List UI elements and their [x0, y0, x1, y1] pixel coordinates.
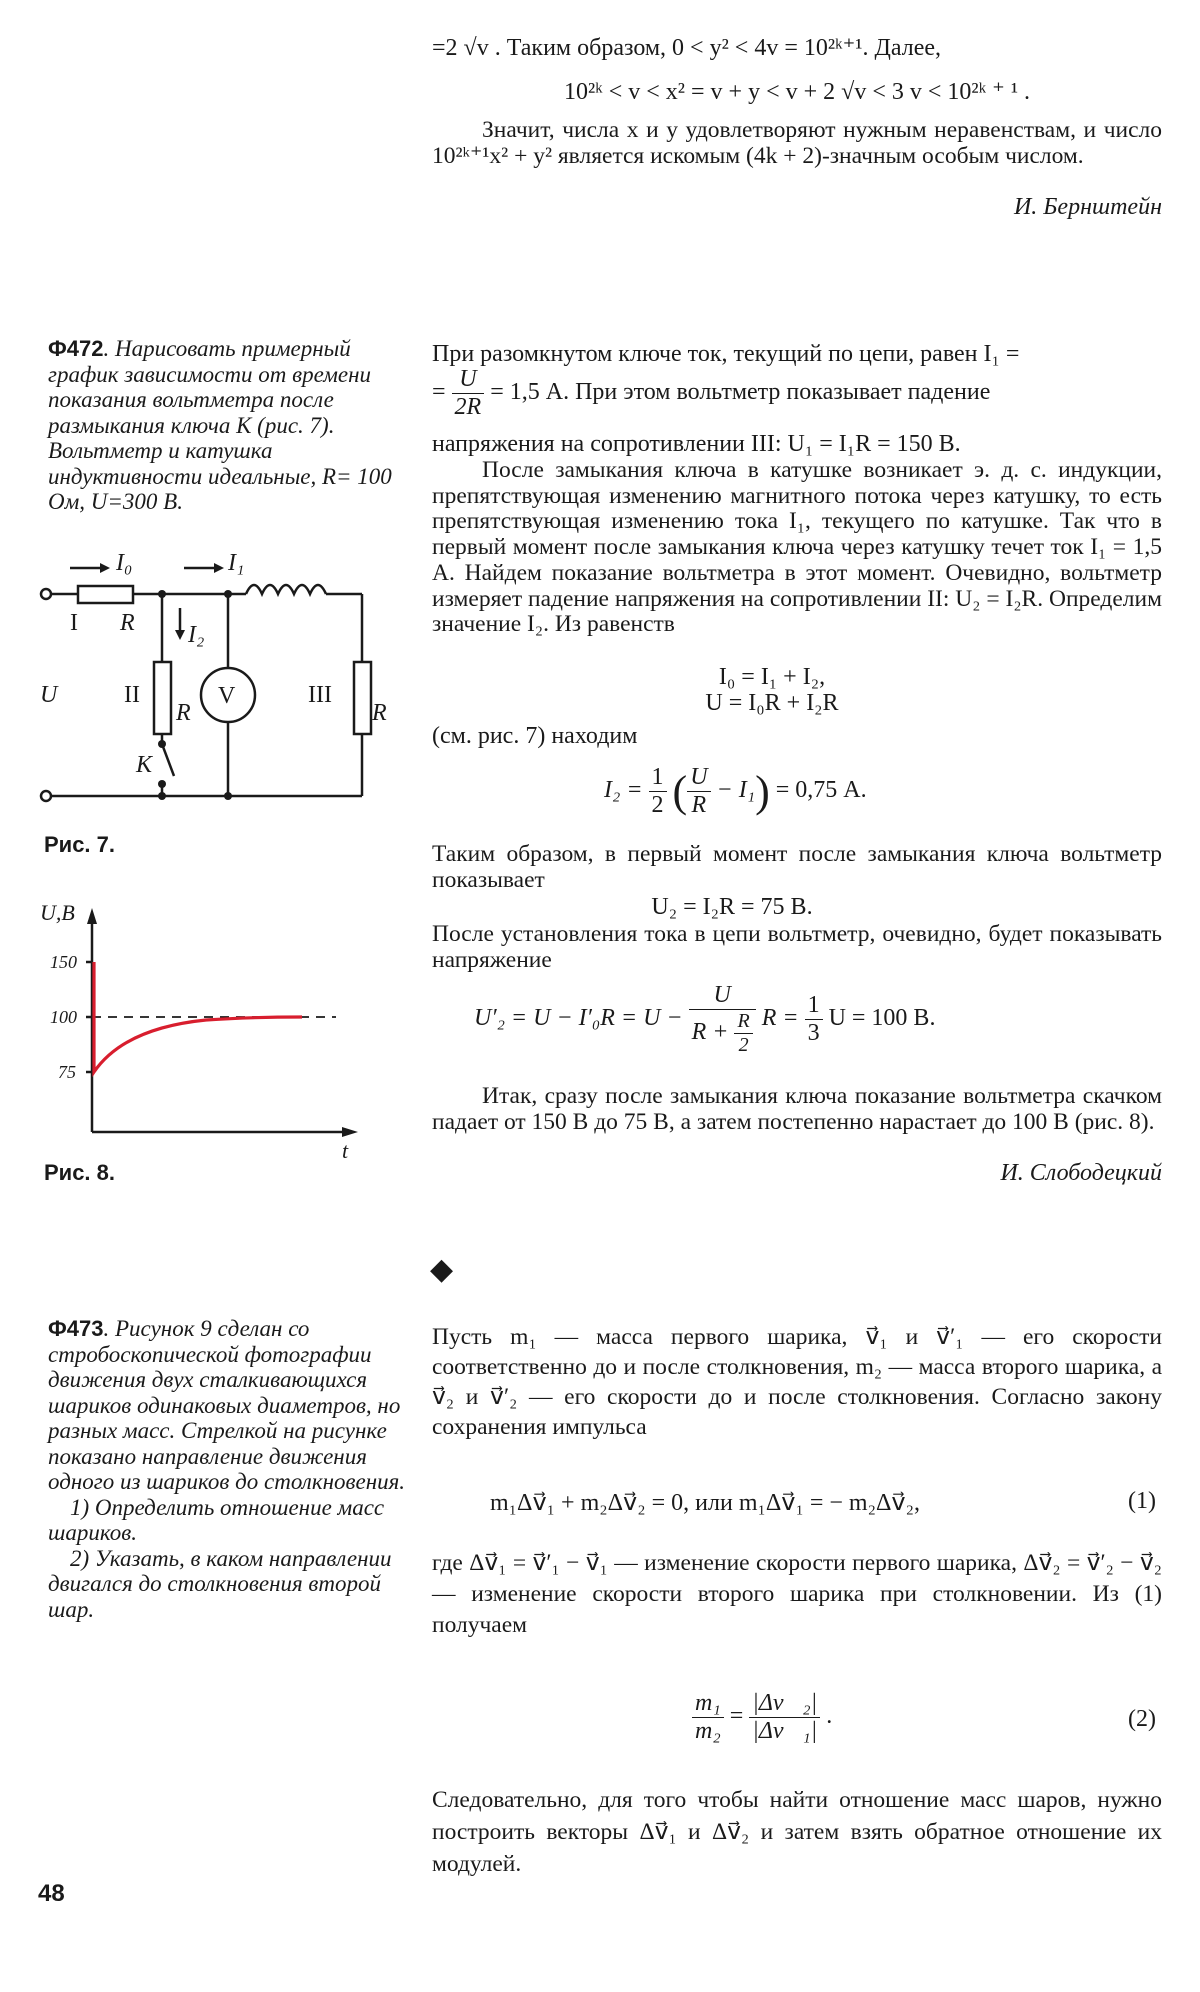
eq-i2-left: I₂ = — [604, 777, 643, 804]
ytick-75: 75 — [58, 1062, 76, 1082]
frac-2R: 2R — [454, 394, 482, 420]
label-I2: I₂ — [188, 622, 205, 648]
label-U: U — [40, 682, 58, 708]
ytick-100: 100 — [50, 1007, 77, 1027]
f472-text: . Нарисовать примерный график зависимости от времени показания вольтметра после размыкания ключа K (рис. 7). Вольтметр и катушка индуктивности идеальные, R= 100 Ом, U=300 В. — [48, 336, 392, 514]
f472-code: Ф472 — [48, 336, 104, 361]
eq-final-mid: R = — [761, 1005, 799, 1032]
f473-sol-paragraph-2: где Δv⃗₁ = v⃗′₁ − v⃗₁ — изменение скорости первого шарика, Δv⃗₂ = v⃗′₂ − v⃗₂ — изменение скорости второго шарика при столкновении. Из (1) получаем — [432, 1550, 1162, 1638]
f473-sol-paragraph-3: Следовательно, для того чтобы найти отношение масс шаров, нужно построить векторы Δv⃗₁ и Δv⃗₂ и затем взять обратное отношение их модулей. — [432, 1787, 1162, 1877]
eq2-lden: m₂ — [695, 1718, 721, 1744]
label-resistor-III: III — [308, 682, 332, 708]
eq-i2-right: = 0,75 А. — [775, 777, 867, 804]
f472-eq-u: U = I₀R + I₂R — [705, 690, 839, 716]
frac-U: U — [452, 366, 485, 394]
f473-sol-paragraph-1: Пусть m₁ — масса первого шарика, v⃗₁ и v⃗′₁ — его скорости соответственно до и после столкновения, m₂ — масса второго шарика, а v⃗₂ и v⃗′₂ — его скорости до и после столкновения. Согласно закону сохранения импульса — [432, 1324, 1162, 1440]
eq-final-num: U — [689, 982, 756, 1010]
f472-sol-paragraph-4: После установления тока в цепи вольтметр, очевидно, будет показывать напряжение — [432, 921, 1162, 973]
f472-eq-i0: I₀ = I₁ + I₂, — [718, 664, 826, 690]
f472-eq-i2: I₂ = $\frac{1}{2}$ ( $\frac{U}{R}$ − I₁) = 0,75 А. — [604, 764, 867, 818]
f472-eq-u2-final — [474, 982, 935, 1057]
eq-final-den-num: R — [734, 1010, 752, 1034]
figure-7-circuit — [36, 540, 406, 810]
eq-final-den-den: 2 — [738, 1034, 749, 1056]
eq-i2-inner-den: R — [691, 792, 707, 818]
f472-signature: И. Слободецкий — [1000, 1160, 1162, 1186]
graph-xlabel: t — [342, 1138, 349, 1163]
f472-sol-paragraph-5: Итак, сразу после замыкания ключа показание вольтметра скачком падает от 150 В до 75 В, а затем постепенно нарастает до 100 В (рис. 8). — [432, 1083, 1162, 1135]
eq-i2-num: 1 — [649, 764, 667, 792]
eq2-rden: |Δv⃗₁| — [752, 1718, 818, 1744]
label-K: K — [136, 752, 153, 778]
f473-question-1: 1) Определить отношение масс шариков. — [48, 1494, 385, 1545]
label-R1: R — [120, 610, 135, 636]
f473-statement — [48, 1316, 413, 1622]
top-equation-line-2: 10²ᵏ < v < x² = v + y < v + 2 √v < 3 v < 10²ᵏ ⁺ ¹ . — [563, 79, 1031, 105]
f473-eq-2-number: (2) — [1128, 1706, 1156, 1732]
f473-question-2: 2) Указать, в каком направлении двигался до столкновения второй шар. — [48, 1545, 392, 1622]
f472-sol-line-2-rest: = 1,5 А. При этом вольтметр показывает падение — [490, 379, 991, 406]
f472-see-fig7: (см. рис. 7) находим — [432, 723, 638, 749]
eq-i2-inner-rest: − I₁ — [716, 777, 756, 804]
f472-sol-line-2: = $\frac{U}{2R}$ = 1,5 А. При этом вольтметр показывает падение — [432, 366, 991, 420]
figure-7-caption: Рис. 7. — [44, 832, 116, 857]
eq-final-right: U = 100 В. — [828, 1005, 936, 1032]
f472-sol-line-1: При разомкнутом ключе ток, текущий по цепи, равен I₁ = — [432, 341, 1020, 367]
top-conclusion-paragraph: Значит, числа x и y удовлетворяют нужным неравенствам, и число 10²ᵏ⁺¹x² + y² является искомым (4k + 2)-значным особым числом. — [432, 117, 1162, 169]
label-resistor-II: II — [124, 682, 140, 708]
eq2-lnum: m₁ — [692, 1690, 724, 1718]
eq-final-left: U′₂ = U − I′₀R = U − — [474, 1005, 683, 1032]
eq-final-fden: 3 — [807, 1020, 820, 1046]
label-I0: I₀ — [116, 550, 133, 576]
f473-text: . Рисунок 9 сделан со стробоскопической фотографии движения двух сталкивающихся шариков одинаковых диаметров, но разных масс. Стрелкой на рисунке показано направление движения одного из шариков до столкновения. — [48, 1316, 406, 1494]
eq-i2-den: 2 — [651, 792, 664, 818]
page-number: 48 — [38, 1880, 65, 1907]
eq2-rnum: |Δv⃗₂| — [749, 1690, 820, 1718]
figure-8-graph — [36, 900, 366, 1163]
label-resistor-I: I — [70, 610, 78, 636]
graph-ylabel: U,B — [40, 900, 75, 925]
label-R2: R — [176, 700, 191, 726]
figure-8-caption: Рис. 8. — [44, 1160, 116, 1185]
f473-eq-2: $\frac{\text{m₁}}{\text{m₂}}$ = $\frac{\text{|Δv⃗₂|}}{\text{|Δv⃗₁|}}$ . — [692, 1690, 832, 1745]
f473-code: Ф473 — [48, 1316, 104, 1341]
f472-sol-paragraph-3: Таким образом, в первый момент после замыкания ключа вольтметр показывает — [432, 841, 1162, 893]
f472-statement — [48, 336, 413, 515]
section-divider-diamond: ◆ — [430, 1252, 454, 1287]
ytick-150: 150 — [50, 952, 77, 972]
f472-eq-u2: U₂ = I₂R = 75 В. — [651, 894, 813, 920]
eq-final-den-left: R + — [691, 1019, 729, 1046]
top-signature: И. Бернштейн — [1013, 194, 1162, 220]
eq-i2-inner-num: U — [687, 764, 710, 792]
f473-eq-1-number: (1) — [1128, 1488, 1156, 1514]
eq-final-fnum: 1 — [805, 992, 823, 1020]
f472-sol-paragraph-2: После замыкания ключа в катушке возникает э. д. с. индукции, препятствующая изменению магнитного потока через катушку, то есть препятствующая изменению тока I₁, текущего по катушке. Так что в первый момент после замыкания ключа через катушку течет ток I₁ = 1,5 А. Найдем показание вольтметра в этот момент. Очевидно, вольтметр измеряет падение напряжения на сопротивлении II: U₂ = I₂R. Определим значение I₂. Из равенств — [432, 457, 1162, 638]
f472-sol-line-3: напряжения на сопротивлении III: U₁ = I₁R = 150 В. — [432, 431, 961, 457]
top-equation-line-1: =2 √v . Таким образом, 0 < y² < 4v = 10²ᵏ⁺¹. Далее, — [432, 35, 941, 61]
label-I1: I₁ — [228, 550, 245, 576]
voltmeter-label: V — [218, 683, 236, 709]
label-R3: R — [372, 700, 387, 726]
f473-eq-1: m₁Δv⃗₁ + m₂Δv⃗₂ = 0, или m₁Δv⃗₁ = − m₂Δv⃗₂, — [490, 1490, 920, 1516]
